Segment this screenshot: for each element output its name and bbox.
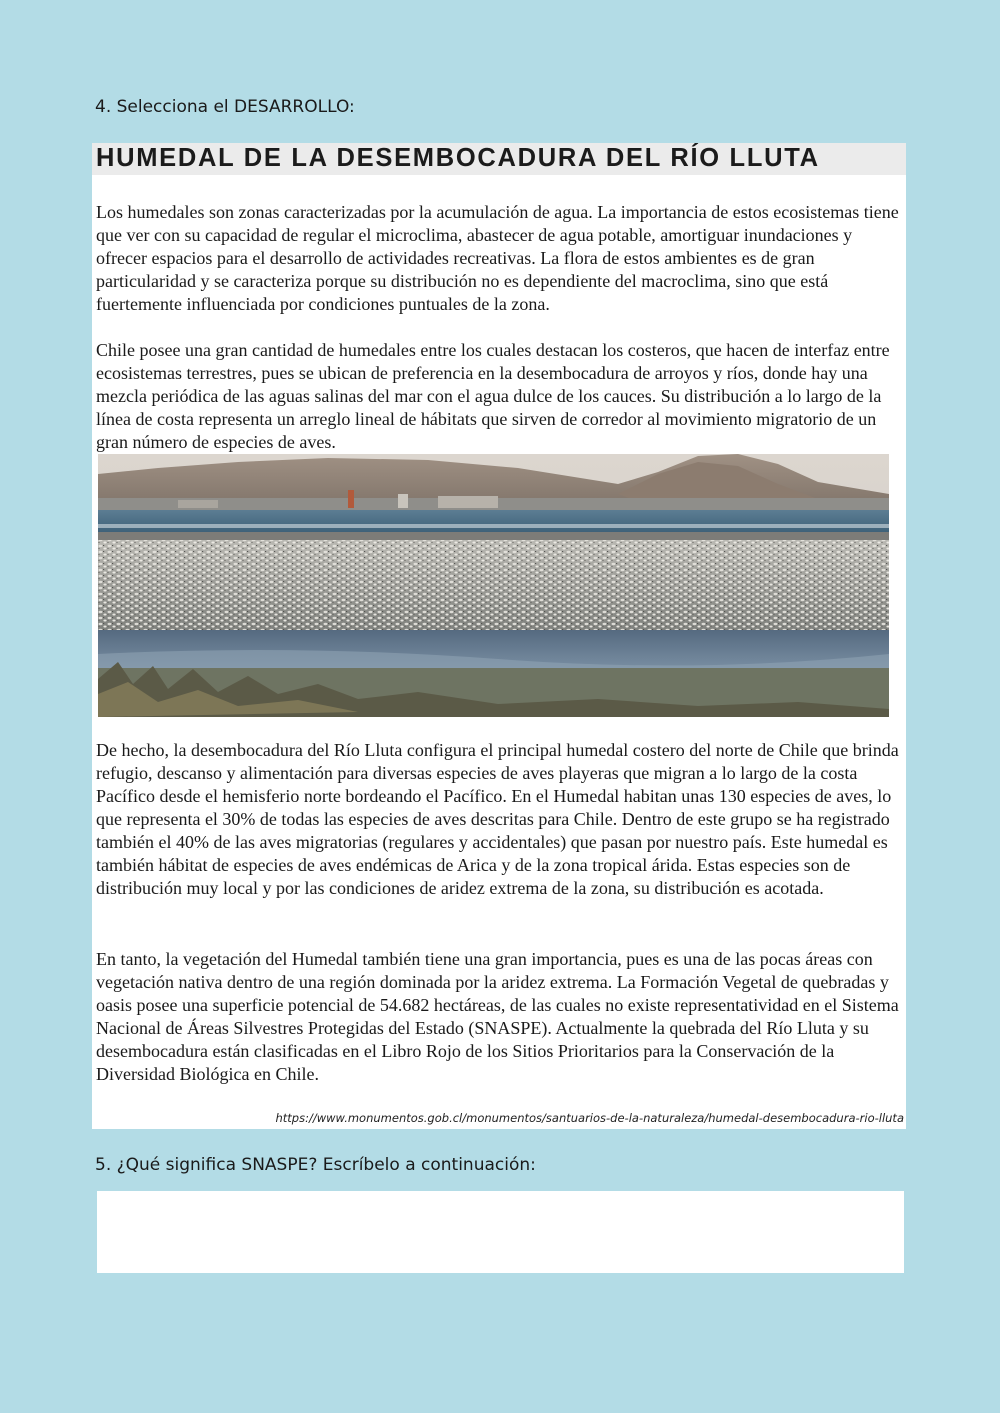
question-5-label: 5. ¿Qué significa SNASPE? Escríbelo a continuación: xyxy=(95,1155,536,1175)
paragraph-2: Chile posee una gran cantidad de humedales entre los cuales destacan los costeros, que hacen de interfaz entre ecosistemas terrestres, pues se ubican de preferencia en la desembocadura de arroyos y ríos, donde hay una mezcla periódica de las aguas salinas del mar con el agua dulce de los cauces. Su distribución a lo largo de la línea de costa representa un arreglo lineal de hábitats que sirven de corredor al movimiento migratorio de un gran número de especies de aves. xyxy=(96,340,890,452)
paragraph-4: En tanto, la vegetación del Humedal también tiene una gran importancia, pues es una de las pocas áreas con vegetación nativa dentro de una región dominada por la aridez extrema. La Formación Vegetal de quebradas y oasis posee una superficie potencial de 54.682 hectáreas, de las cuales no existe representatividad en el Sistema Nacional de Áreas Silvestres Protegidas del Estado (SNASPE). Actualmente la quebrada del Río Lluta y su desembocadura están clasificadas en el Libro Rojo de los Sitios Prioritarios para la Conservación de la Diversidad Biológica en Chile. xyxy=(96,949,899,1084)
source-link[interactable]: https://www.monumentos.gob.cl/monumentos/santuarios-de-la-naturaleza/humedal-desembocadura-rio-lluta xyxy=(275,1111,904,1125)
question-4-label: 4. Selecciona el DESARROLLO: xyxy=(95,97,355,117)
article-panel[interactable] xyxy=(92,143,906,1129)
article-title: HUMEDAL DE LA DESEMBOCADURA DEL RÍO LLUTA xyxy=(96,144,820,172)
title-bar xyxy=(92,143,906,175)
snaspe-answer-input[interactable] xyxy=(97,1191,904,1273)
paragraph-3: De hecho, la desembocadura del Río Lluta configura el principal humedal costero del norte de Chile que brinda refugio, descanso y alimentación para diversas especies de aves playeras que migran a lo largo de la costa Pacífico desde el hemisferio norte bordeando el Pacífico. En el Humedal habitan unas 130 especies de aves, lo que representa el 30% de todas las especies de aves descritas para Chile. Dentro de este grupo se ha registrado también el 40% de las aves migratorias (regulares y accidentales) que pasan por nuestro país. Este humedal es también hábitat de especies de aves endémicas de Arica y de la zona tropical árida. Estas especies son de distribución muy local y por las condiciones de aridez extrema de la zona, su distribución es acotada. xyxy=(96,740,899,898)
wetland-bird-photo xyxy=(98,454,889,717)
paragraph-1: Los humedales son zonas caracterizadas por la acumulación de agua. La importancia de estos ecosistemas tiene que ver con su capacidad de regular el microclima, abastecer de agua potable, amortiguar inundaciones y ofrecer espacios para el desarrollo de actividades recreativas. La flora de estos ambientes es de gran particularidad y se caracteriza porque su distribución no es dependiente del macroclima, sino que está fuertemente influenciada por condiciones puntuales de la zona. xyxy=(96,202,899,314)
